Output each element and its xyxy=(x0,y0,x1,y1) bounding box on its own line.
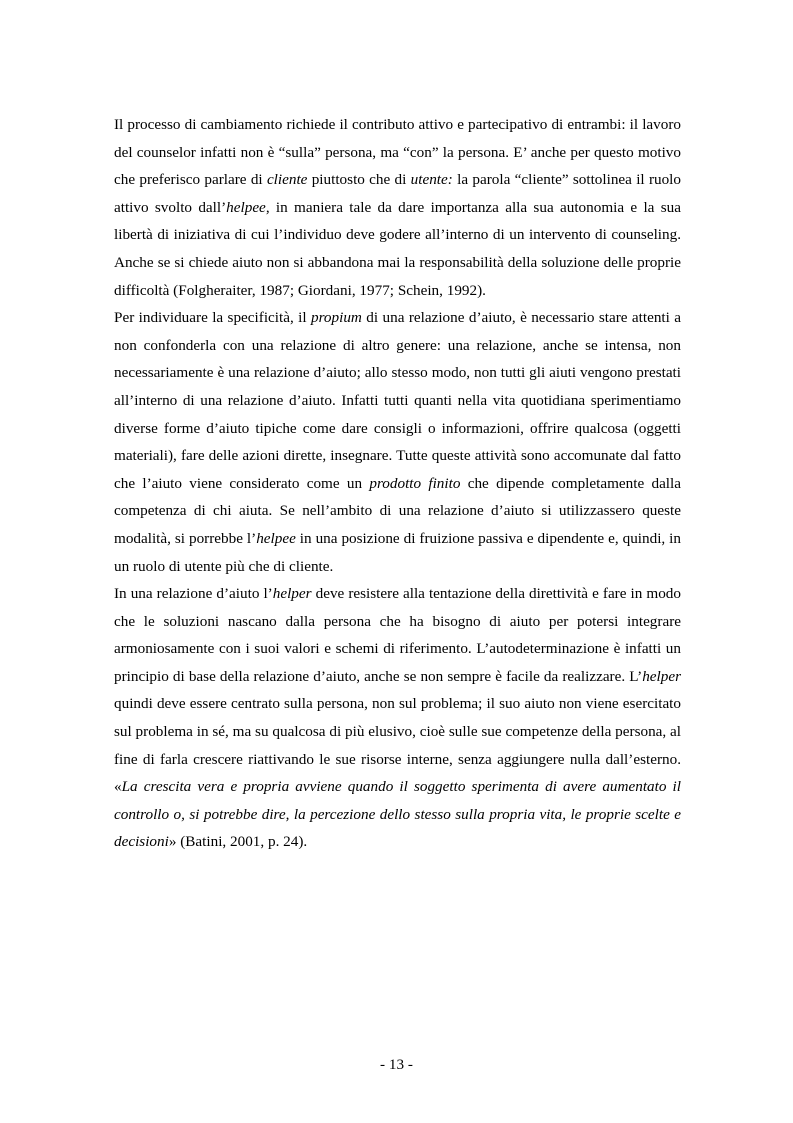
italic-run: helper xyxy=(642,667,681,685)
italic-run: La crescita vera e propria avviene quando il soggetto sperimenta di avere aumentato il controllo o, si potrebbe dire, la percezione dello stesso sulla propria vita, le proprie scelte e decisioni xyxy=(114,778,681,851)
paragraph-2: Per individuare la specificità, il propium di una relazione d’aiuto, è necessario stare attenti a non confonderla con una relazione di altro genere: una relazione, anche se intensa, non necessariamente è una relazione d’aiuto; allo stesso modo, non tutti gli aiuti vengono prestati all’interno di una relazione d’aiuto. Infatti tutti quanti nella vita quotidiana sperimentiamo diverse forme d’aiuto tipiche come dare consigli o informazioni, offrire qualcosa (oggetti materiali), fare delle azioni dirette, insegnare. Tutte queste attività sono accomunate dal fatto che l’aiuto viene considerato come un prodotto finito che dipende completamente dalla competenza di chi aiuta. Se nell’ambito di una relazione d’aiuto si utilizzassero queste modalità, si porrebbe l’helpee in una posizione di fruizione passiva e dipendente e, quindi, in un ruolo di utente più che di cliente. xyxy=(114,309,682,575)
italic-run: propium xyxy=(310,309,362,327)
italic-run: helpee xyxy=(256,529,296,547)
italic-run: utente: xyxy=(410,171,453,189)
body-text xyxy=(114,111,681,856)
italic-run: helpee xyxy=(226,198,266,216)
paragraph-1: Il processo di cambiamento richiede il contributo attivo e partecipativo di entrambi: il lavoro del counselor infatti non è “sulla” persona, ma “con” la persona. E’ anche per questo motivo che preferisco parlare di cliente piuttosto che di utente: la parola “cliente” sottolinea il ruolo attivo svolto dall’helpee, in maniera tale da dare importanza alla sua autonomia e la sua libertà di iniziativa di cui l’individuo deve godere all’interno di un intervento di counseling. Anche se si chiede aiuto non si abbandona mai la responsabilità della soluzione delle proprie difficoltà (Folgheraiter, 1987; Giordani, 1977; Schein, 1992). xyxy=(114,116,681,299)
italic-run: cliente xyxy=(266,171,308,189)
italic-run: prodotto finito xyxy=(369,474,461,492)
page-number: - 13 - xyxy=(380,1056,413,1073)
paragraph-3: In una relazione d’aiuto l’helper deve resistere alla tentazione della direttività e fare in modo che le soluzioni nascano dalla persona che ha bisogno di aiuto per potersi integrare armoniosamente con i suoi valori e schemi di riferimento. L’autodeterminazione è infatti un principio di base della relazione d’aiuto, anche se non sempre è facile da realizzare. L’helper quindi deve essere centrato sulla persona, non sul problema; il suo aiuto non viene esercitato sul problema in sé, ma su qualcosa di più elusivo, cioè sulle sue competenze della persona, al fine di farla crescere riattivando le sue risorse interne, senza aggiungere nulla dall’esterno. «La crescita vera e propria avviene quando il soggetto sperimenta di avere aumentato il controllo o, si potrebbe dire, la percezione dello stesso sulla propria vita, le proprie scelte e decisioni» (Batini, 2001, p. 24). xyxy=(114,585,681,851)
italic-run: helper xyxy=(272,585,312,603)
